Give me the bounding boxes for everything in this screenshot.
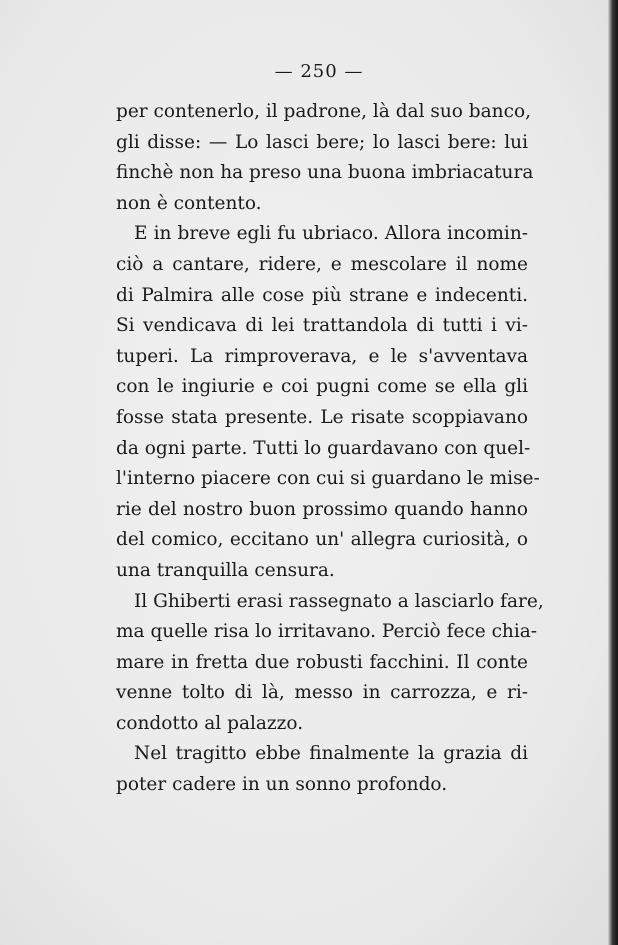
text-line: da ogni parte. Tutti lo guardavano con quel- (116, 437, 531, 459)
text-line: condotto al palazzo. (116, 712, 304, 734)
text-line: di Palmira alle cose più strane e indecenti. (116, 284, 528, 306)
text-line: finchè non ha preso una buona imbriacatura (116, 162, 534, 184)
text-line: E in breve egli fu ubriaco. Allora incomin- (134, 223, 528, 245)
text-line: con le ingiurie e coi pugni come se ella gli (116, 376, 528, 398)
page-number: — 250 — (274, 61, 364, 82)
text-line: non è contento. (116, 192, 262, 214)
text-line: tuperi. La rimproverava, e le s'avventava (116, 345, 528, 367)
text-line: Nel tragitto ebbe finalmente la grazia di (134, 743, 528, 765)
text-line: venne tolto di là, messo in carrozza, e ri- (116, 682, 528, 704)
text-line: per contenerlo, il padrone, là dal suo banco, (116, 101, 531, 122)
text-line: ciò a cantare, ridere, e mescolare il nome (116, 253, 528, 275)
text-line: gli disse: — Lo lasci bere; lo lasci bere: lui (116, 131, 528, 153)
text-line: poter cadere in un sonno profondo. (116, 774, 448, 796)
text-line: mare in fretta due robusti facchini. Il conte (116, 651, 528, 673)
text-line: l'interno piacere con cui si guardano le mise- (116, 468, 540, 490)
text-line: fosse stata presente. Le risate scoppiavano (116, 406, 528, 428)
text-line: rie del nostro buon prossimo quando hanno (116, 498, 528, 520)
text-line: ma quelle risa lo irritavano. Perciò fece chia- (116, 621, 538, 643)
body-text (116, 97, 544, 801)
text-line: Il Ghiberti erasi rassegnato a lasciarlo fare, (134, 590, 544, 612)
text-line: Si vendicava di lei trattandola di tutti i vi- (116, 315, 528, 337)
text-line: del comico, eccitano un' allegra curiosità, o (116, 529, 528, 551)
text-line: una tranquilla censura. (116, 559, 335, 581)
page-binding-edge (608, 0, 618, 945)
